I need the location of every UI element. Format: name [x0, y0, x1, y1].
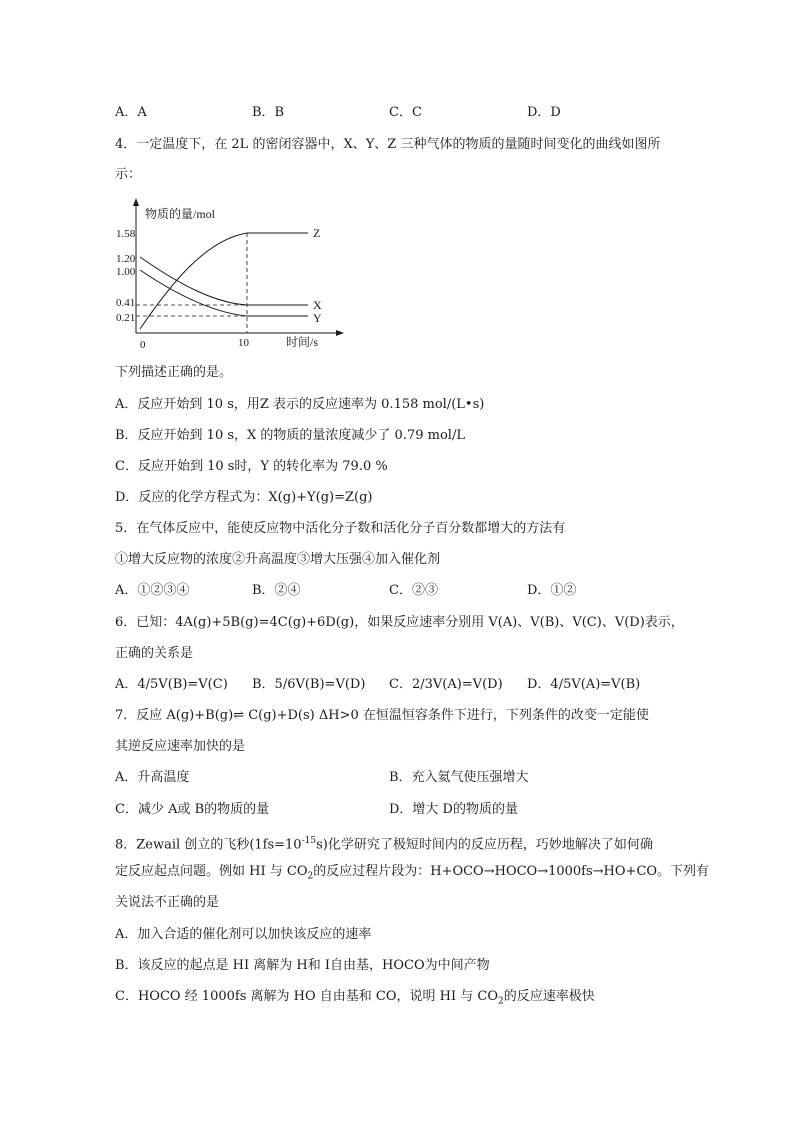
- q4-stem-line2: 示：: [115, 167, 142, 182]
- mole-time-graph: [110, 195, 350, 353]
- q8-stem-line2: 定反应起点问题。例如 HI 与 $CO_2$的反应过程片段为：H+OCO→HOCO→1000fs→HO+CO。下列有: [115, 864, 710, 882]
- q4-option-a: A．反应开始到 10 s，用Z 表示的反应速率为 0.158 mol/(L•s): [115, 397, 485, 412]
- q5-stem: 5．在气体反应中，能使反应物中活化分子数和活化分子百分数都增大的方法有: [115, 521, 566, 536]
- y-axis-label: 物质的量/mol: [145, 207, 216, 221]
- q7-option-d: D．增大 D的物质的量: [389, 802, 518, 817]
- q7-stem-line1: 7．反应 A(g)+B(g)⇌ C(g)+D(s) ΔH>0 在恒温恒容条件下进行，下列条件的改变一定能使: [115, 708, 649, 723]
- q4-option-d: D．反应的化学方程式为：X(g)+Y(g)=Z(g): [115, 490, 373, 505]
- q4-prompt: 下列描述正确的是。: [115, 365, 233, 380]
- x-curve: [140, 257, 308, 305]
- q8-option-c: C．HOCO 经 1000fs 离解为 HO 自由基和 CO，说明 HI 与 $CO_2$的反应速率极快: [115, 989, 595, 1007]
- q6-option-c: C．2/3V(A)=V(D): [389, 677, 503, 692]
- x-axis-label: 时间/s: [286, 335, 319, 349]
- q4-stem-line1: 4．一定温度下，在 2L 的密闭容器中，X、Y、Z 三种气体的物质的量随时间变化的曲线如图所: [115, 137, 661, 152]
- q5-option-b: B．②④: [252, 583, 301, 598]
- q7-option-c: C．减少 A或 B的物质的量: [115, 802, 270, 817]
- q3-option-d: D．D: [527, 105, 561, 120]
- y-curve-label: Y: [313, 311, 322, 325]
- q5-option-c: C．②③: [389, 583, 438, 598]
- q3-option-a: A．A: [115, 105, 147, 120]
- q4-option-c: C．反应开始到 10 s时，Y 的转化率为 79.0 %: [115, 459, 388, 474]
- q7-option-b: B．充入氦气使压强增大: [389, 770, 529, 785]
- y-tick-0-41: 0.41: [116, 297, 136, 309]
- q8-option-b: B．该反应的起点是 HI 离解为 H和 I自由基，HOCO为中间产物: [115, 958, 490, 973]
- q3-option-c: C．C: [389, 105, 422, 120]
- q6-stem-line2: 正确的关系是: [115, 646, 194, 661]
- q5-items: ①增大反应物的浓度②升高温度③增大压强④加入催化剂: [115, 552, 441, 567]
- q6-option-b: B．5/6V(B)=V(D): [252, 677, 366, 692]
- y-tick-0-21: 0.21: [116, 312, 136, 324]
- y-axis-arrow: [133, 198, 139, 206]
- x-curve-label: X: [313, 298, 322, 312]
- q6-option-d: D．4/5V(A)=V(B): [527, 677, 641, 692]
- q4-option-b: B．反应开始到 10 s，X 的物质的量浓度减少了 0.79 mol/L: [115, 428, 465, 443]
- y-tick-1-20: 1.20: [116, 253, 136, 265]
- q5-option-a: A．①②③④: [115, 583, 190, 598]
- y-tick-1-58: 1.58: [116, 228, 136, 240]
- q6-stem-line1: 6．已知：4A(g)+5B(g)=4C(g)+6D(g)，如果反应速率分别用 V(A)、V(B)、V(C)、V(D)表示，: [115, 615, 684, 630]
- x-tick-10: 10: [238, 337, 249, 349]
- x-axis-arrow: [336, 330, 344, 336]
- z-curve: [140, 233, 308, 329]
- y-tick-1-00: 1.00: [116, 266, 136, 278]
- q8-stem-line3: 关说法不正确的是: [115, 895, 220, 910]
- z-curve-label: Z: [313, 226, 321, 240]
- q7-stem-line2: 其逆反应速率加快的是: [115, 739, 246, 754]
- q8-option-a: A．加入合适的催化剂可以加快该反应的速率: [115, 927, 372, 942]
- y-curve: [140, 270, 308, 316]
- q3-option-b: B．B: [252, 105, 285, 120]
- q8-stem-line1: 8．Zewail 创立的飞秒$(1fs=10^{-15}s)$化学研究了极短时间内的反应历程，巧妙地解决了如何确: [115, 836, 653, 853]
- q6-option-a: A．4/5V(B)=V(C): [115, 677, 228, 692]
- q7-option-a: A．升高温度: [115, 770, 190, 785]
- origin-label: 0: [140, 339, 146, 351]
- q5-option-d: D．①②: [527, 583, 577, 598]
